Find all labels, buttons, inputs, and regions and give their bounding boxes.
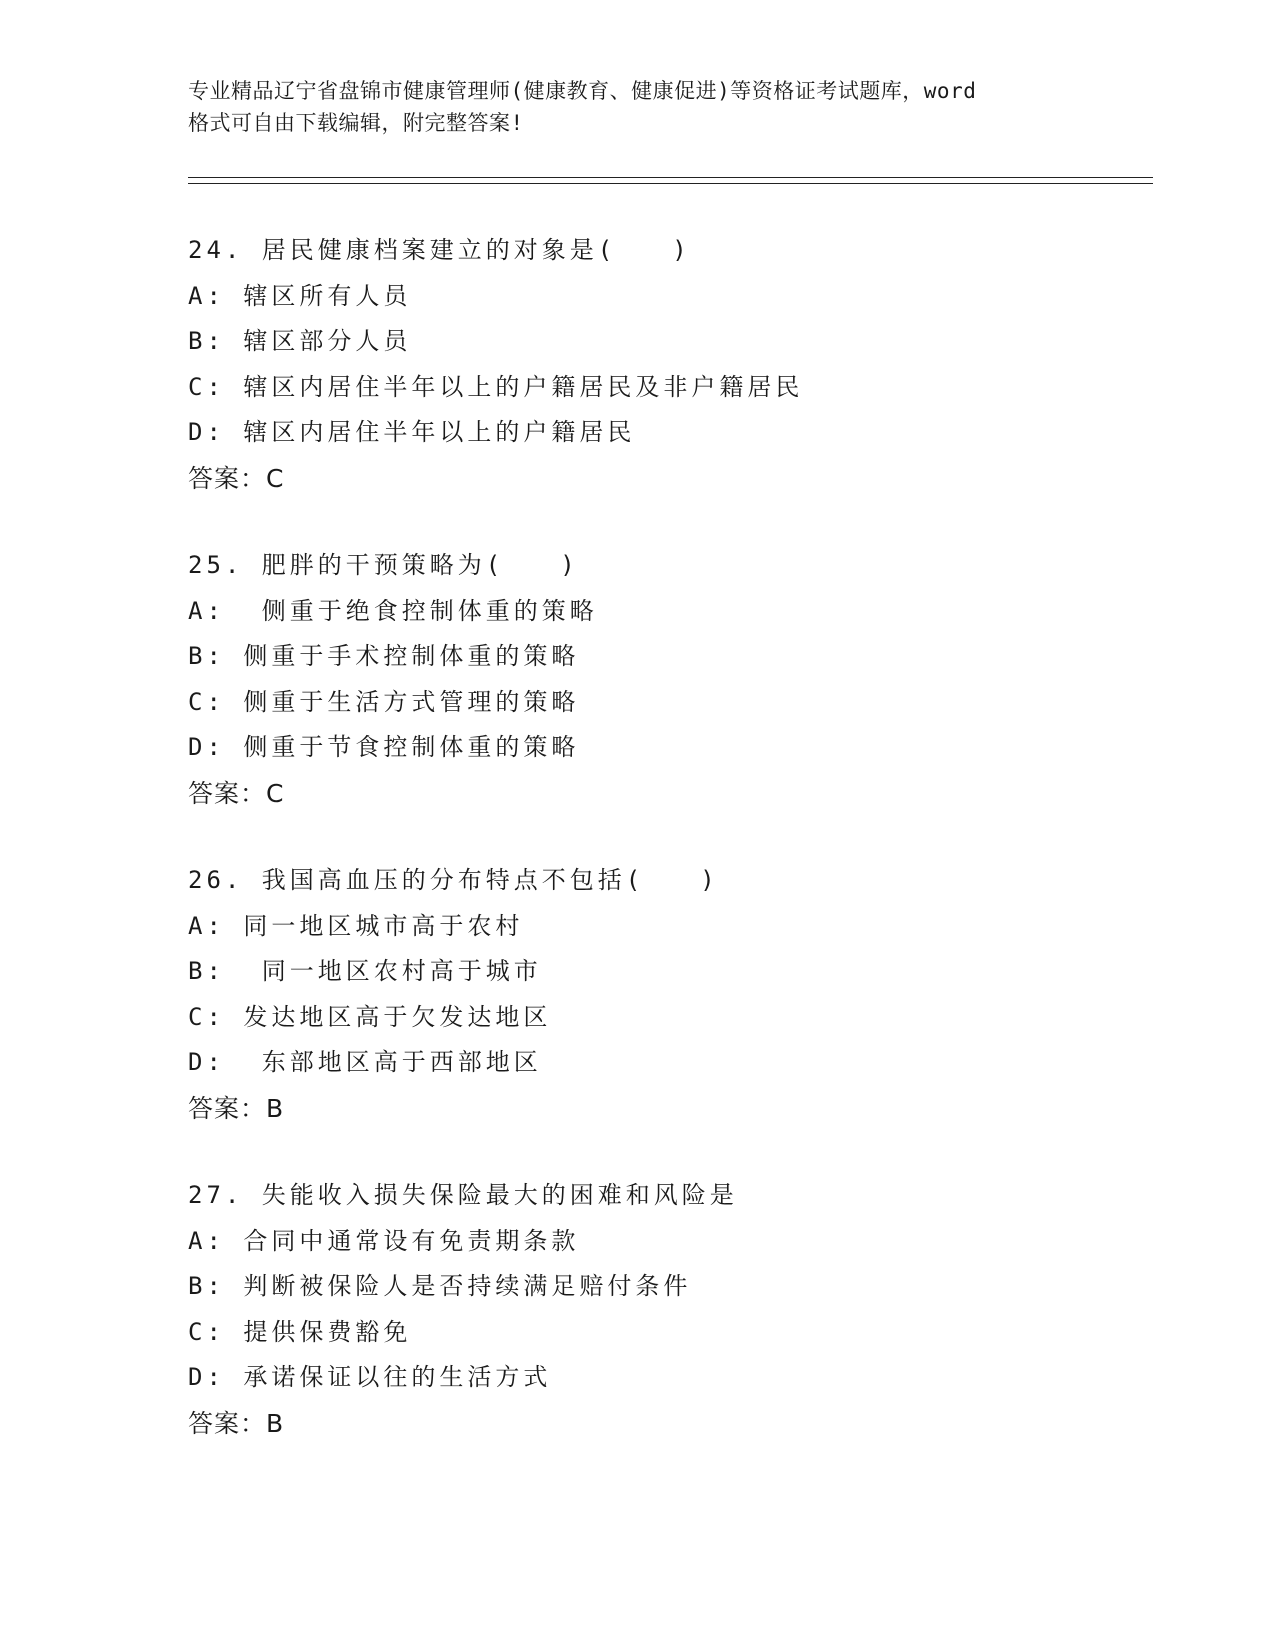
option-c: C: 侧重于生活方式管理的策略 xyxy=(188,687,580,716)
option-d: D: 东部地区高于西部地区 xyxy=(188,1048,542,1076)
question-27 xyxy=(188,1173,1168,1446)
question-24 xyxy=(188,228,1168,501)
question-25 xyxy=(188,543,1168,816)
option-c: C: 辖区内居住半年以上的户籍居民及非户籍居民 xyxy=(188,372,804,401)
option-d: D: 承诺保证以往的生活方式 xyxy=(188,1363,552,1391)
document-header xyxy=(188,75,1108,139)
answer: 答案：B xyxy=(188,1093,285,1123)
question-stem: 27. 失能收入损失保险最大的困难和风险是 xyxy=(188,1181,738,1209)
header-line-2: 格式可自由下载编辑，附完整答案! xyxy=(188,111,524,135)
option-d: D: 侧重于节食控制体重的策略 xyxy=(188,733,580,761)
option-c: C: 提供保费豁免 xyxy=(188,1317,412,1346)
header-divider-top xyxy=(188,177,1153,178)
option-c: C: 发达地区高于欠发达地区 xyxy=(188,1002,552,1031)
header-line-1: 专业精品辽宁省盘锦市健康管理师(健康教育、健康促进)等资格证考试题库，word xyxy=(188,79,977,103)
option-b: B: 同一地区农村高于城市 xyxy=(188,957,542,985)
answer: 答案：C xyxy=(188,778,285,808)
question-stem: 24. 居民健康档案建立的对象是( ) xyxy=(188,236,691,264)
option-b: B: 侧重于手术控制体重的策略 xyxy=(188,642,580,670)
option-a: A: 辖区所有人员 xyxy=(188,281,412,310)
question-stem: 26. 我国高血压的分布特点不包括( ) xyxy=(188,866,719,894)
question-stem: 25. 肥胖的干预策略为( ) xyxy=(188,551,579,579)
option-d: D: 辖区内居住半年以上的户籍居民 xyxy=(188,418,636,446)
option-a: A: 侧重于绝食控制体重的策略 xyxy=(188,596,598,625)
option-b: B: 判断被保险人是否持续满足赔付条件 xyxy=(188,1272,692,1300)
option-a: A: 同一地区城市高于农村 xyxy=(188,911,524,940)
header-divider-bottom xyxy=(188,183,1153,184)
answer: 答案：B xyxy=(188,1408,285,1438)
answer: 答案：C xyxy=(188,463,285,493)
option-b: B: 辖区部分人员 xyxy=(188,327,412,355)
question-26 xyxy=(188,858,1168,1131)
option-a: A: 合同中通常设有免责期条款 xyxy=(188,1226,580,1255)
